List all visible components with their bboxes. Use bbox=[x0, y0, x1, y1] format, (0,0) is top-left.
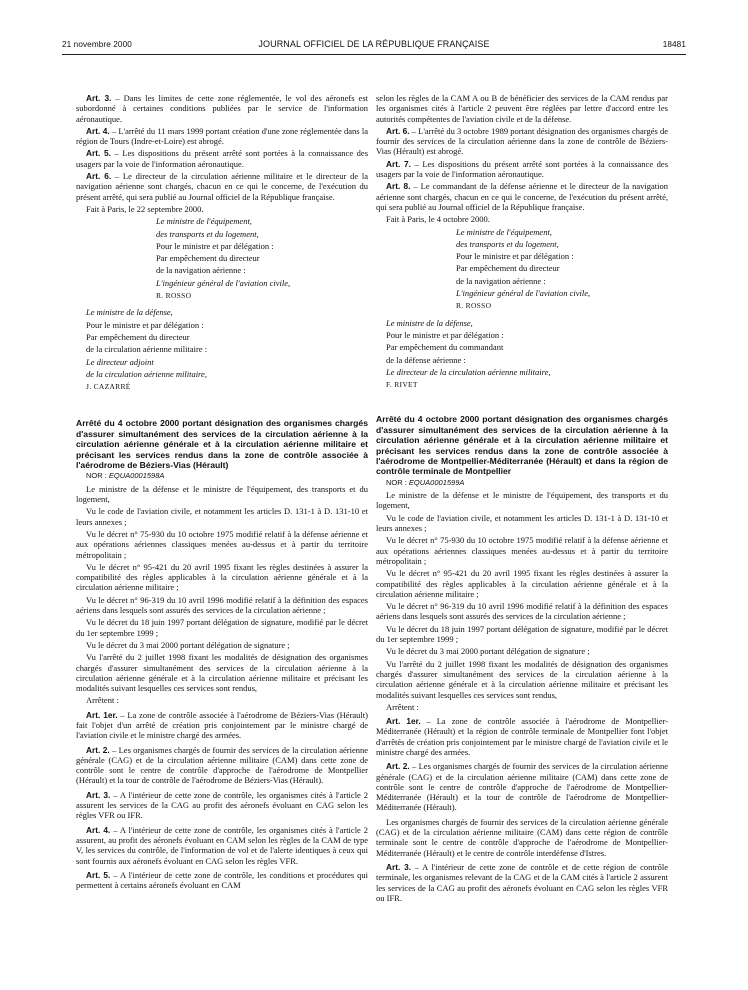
article-paragraph bbox=[376, 126, 668, 157]
signature-text: Par empêchement du directeur bbox=[156, 253, 260, 264]
signature-text: de la circulation aérienne militaire : bbox=[86, 344, 208, 355]
signature-line bbox=[76, 320, 328, 330]
article-label: Art. 5. bbox=[86, 148, 111, 159]
header-journal-title: JOURNAL OFFICIEL DE LA RÉPUBLIQUE FRANÇAISE bbox=[258, 39, 490, 49]
signature-text: Le ministre de l'équipement, bbox=[456, 226, 552, 237]
signature-line bbox=[376, 367, 628, 377]
article-paragraph bbox=[376, 862, 668, 903]
signature-text: F. RIVET bbox=[386, 380, 418, 390]
article-text: – L'arrêté du 3 octobre 1989 portant désignation des organismes chargés de fournir des services de la circulation aérienne dans la zone de contrôle de Béziers-Vias (Hérault) est abrogé. bbox=[376, 125, 669, 157]
article-paragraph bbox=[76, 93, 368, 124]
signature-block bbox=[376, 318, 628, 391]
signature-text: Le directeur adjoint bbox=[86, 356, 154, 367]
article-text: – Les dispositions du présent arrêté sont portées à la connaissance des usagers par la voie de l'information aéronautique. bbox=[76, 148, 368, 169]
visa-paragraph: Vu le décret n° 96-319 du 10 avril 1996 modifié relatif à la définition des espaces aériens dans lesquels sont assurés des services de la circulation aérienne ; bbox=[76, 594, 368, 616]
article-label: Art. 6. bbox=[386, 125, 410, 136]
nor-reference bbox=[376, 478, 668, 488]
visa-paragraph: Vu le décret n° 95-421 du 20 avril 1995 fixant les règles destinées à assurer la compatibilité des règles applicables à la circulation aérienne générale et à la circulation aérienne militaire ; bbox=[76, 561, 368, 593]
visa-paragraph: Vu le décret n° 75-930 du 10 octobre 1975 modifié relatif à la défense aérienne et aux opérations aériennes classiques menées au-dessus et à partir du territoire métropolitain ; bbox=[376, 535, 668, 566]
visa-paragraph: Vu le décret n° 75-930 du 10 octobre 1975 modifié relatif à la défense aérienne et aux opérations aériennes classiques menées au-dessus et à partir du territoire métropolitain ; bbox=[76, 528, 368, 560]
right-column bbox=[376, 93, 668, 905]
article-text: – La zone de contrôle associée à l'aérodrome de Béziers-Vias (Hérault) fait l'objet d'un arrêté de création pris conjointement par le ministre chargé de l'aviation civile et le ministre chargé des armées. bbox=[76, 709, 368, 741]
article-paragraph bbox=[376, 159, 668, 180]
article-paragraph bbox=[76, 870, 368, 891]
signature-line bbox=[446, 288, 668, 298]
article-paragraph bbox=[376, 181, 668, 212]
signature-line bbox=[146, 253, 368, 263]
signature-line bbox=[146, 241, 368, 251]
signature-line bbox=[446, 276, 668, 286]
signature-block bbox=[446, 227, 668, 312]
article-paragraph bbox=[76, 710, 368, 741]
decree-title: Arrêté du 4 octobre 2000 portant désignation des organismes chargés d'assurer simultanément des services de la circulation aérienne à la circulation aérienne générale et à la circulation aérienne militaire et précisant les services rendus dans la zone de contrôle associée à l'aérodrome de Béziers-Vias (Hérault) bbox=[76, 418, 368, 471]
signature-line bbox=[76, 307, 328, 317]
article-text: – L'arrêté du 11 mars 1999 portant création d'une zone réglementée dans la région de Tours (Indre-et-Loire) est abrogé. bbox=[76, 125, 368, 147]
article-text: – La zone de contrôle associée à l'aérodrome de Montpellier-Méditerranée (Hérault) et la région de contrôle terminale de Montpellier font l'objet d'arrêtés de création pris conjointement par le ministre chargé de l'aviation civile et le ministre chargé des armées. bbox=[376, 716, 668, 757]
signature-line bbox=[146, 290, 368, 301]
visa-paragraph: Vu le code de l'aviation civile, et notamment les articles D. 131-1 à D. 131-10 et leurs annexes ; bbox=[76, 506, 368, 527]
signature-text: Pour le ministre et par délégation : bbox=[386, 329, 504, 340]
signature-text: Pour le ministre et par délégation : bbox=[456, 251, 574, 262]
article-text: – A l'intérieur de cette zone de contrôle, les organismes cités à l'article 2 assurent les services de la CAG au profit des aéronefs évoluant en CAG selon les règles VFR ou IFR. bbox=[76, 789, 368, 821]
visa-paragraph: Le ministre de la défense et le ministre de l'équipement, des transports et du logement, bbox=[376, 490, 668, 511]
visa-paragraph: Vu le décret n° 95-421 du 20 avril 1995 fixant les règles destinées à assurer la compatibilité des règles applicables à la circulation aérienne générale et à la circulation aérienne militaire ; bbox=[376, 568, 668, 599]
signature-line bbox=[376, 379, 628, 390]
arretent-heading: Arrêtent : bbox=[86, 695, 119, 706]
article-text: – Les organismes chargés de fournir des services de la circulation aérienne générale (CAG) et de la circulation aérienne militaire (CAM) dans cette zone de contrôle sont le centre de contrôle d'approche de l'aérodrome de Montpellier (Hérault) et la tour de contrôle de l'aérodrome de Béziers-Vias (Hérault). bbox=[76, 744, 369, 786]
signature-text: de la défense aérienne : bbox=[386, 354, 466, 365]
signature-text: Par empêchement du directeur bbox=[86, 331, 190, 342]
article-label: Art. 1er. bbox=[86, 709, 118, 720]
article-text: – Le commandant de la défense aérienne et le directeur de la navigation aérienne sont chargés, chacun en ce qui le concerne, de l'exécution du présent arrêté, qui sera publié au Journal officiel de la République française. bbox=[376, 181, 669, 212]
article-paragraph bbox=[76, 126, 368, 147]
signature-text: Le ministre de la défense, bbox=[386, 317, 473, 328]
signature-line bbox=[76, 344, 328, 354]
article-paragraph bbox=[376, 761, 668, 812]
article-paragraph bbox=[376, 93, 668, 124]
visa-paragraph: Vu le décret du 18 juin 1997 portant délégation de signature, modifié par le décret du 1er septembre 1999 ; bbox=[376, 623, 668, 645]
article-label: Art. 4. bbox=[86, 824, 111, 835]
article-label: Art. 5. bbox=[86, 869, 111, 880]
visa-paragraph: Vu l'arrêté du 2 juillet 1998 fixant les modalités de désignation des organismes chargés d'assurer simultanément des services de la circulation aérienne à la circulation aérienne générale et à la circulation aérienne militaire et précisant les modalités suivant lesquelles ces services sont rendus, bbox=[76, 652, 368, 694]
signature-text: de la navigation aérienne : bbox=[456, 275, 546, 286]
article-paragraph bbox=[76, 825, 368, 866]
signature-text: L'ingénieur général de l'aviation civile, bbox=[456, 288, 591, 299]
signature-line bbox=[446, 300, 668, 311]
signature-text: Le ministre de l'équipement, bbox=[156, 216, 252, 227]
article-label: Art. 7. bbox=[386, 158, 411, 169]
signature-text: des transports et du logement, bbox=[156, 228, 259, 239]
signature-line bbox=[376, 318, 628, 328]
article-text: – Dans les limites de cette zone réglementée, le vol des aéronefs est subordonné à certaines conditions publiées par le service de l'information aéronautique. bbox=[76, 93, 368, 124]
visa-paragraph: Vu le code de l'aviation civile, et notamment les articles D. 131-1 à D. 131-10 et leurs annexes ; bbox=[376, 512, 668, 534]
signature-line bbox=[76, 369, 328, 379]
signature-line bbox=[446, 227, 668, 237]
article-text: – Les organismes chargés de fournir des services de la circulation aérienne générale (CAG) et de la circulation aérienne militaire (CAM) dans cette zone de contrôle sont le centre de contrôle d'approche de l'aérodrome de Montpellier-Méditerranée (Hérault) et la tour de contrôle de l'aérodrome de Montpellier-Méditerranée (Hérault). bbox=[376, 761, 669, 813]
signature-text: R. ROSSO bbox=[456, 301, 492, 311]
article-label: Art. 6. bbox=[86, 171, 112, 182]
article-label: Art. 4. bbox=[86, 125, 110, 136]
article-text: – A l'intérieur de cette zone de contrôle et de cette région de contrôle terminale, les organismes relevant de la CAG et de la CAM cités à l'article 2 assurent les services de la CAG au profit des aéronefs évoluant en CAG selon les règles VFR ou IFR. bbox=[376, 861, 669, 903]
signature-line bbox=[76, 357, 328, 367]
signature-text: J. CAZARRÉ bbox=[86, 382, 131, 392]
signature-line bbox=[446, 239, 668, 249]
article-text: Les organismes chargés de fournir des services de la circulation aérienne générale (CAG) et de la circulation aérienne militaire (CAM) dans cette région de contrôle terminale sont le centre de contrôle d'approche de l'aérodrome de Montpellier-Méditerranée (Hérault) et le centre de contrôle interdéfense d'Istres. bbox=[376, 816, 668, 858]
article-label: Art. 3. bbox=[86, 789, 111, 800]
signature-text: Le directeur de la circulation aérienne militaire, bbox=[386, 366, 551, 377]
signature-text: Par empêchement du commandant bbox=[386, 342, 504, 353]
nor-label: NOR : bbox=[386, 477, 409, 487]
signature-block bbox=[76, 307, 328, 392]
signature-text: Pour le ministre et par délégation : bbox=[86, 319, 204, 330]
article-paragraph bbox=[376, 716, 668, 757]
article-text: – Le directeur de la circulation aérienne militaire et le directeur de la navigation aérienne sont chargés, chacun en ce qui le concerne, de l'exécution du présent arrêté, qui sera publié au Journal officiel de la République française. bbox=[76, 171, 368, 202]
header-rule bbox=[62, 54, 686, 55]
signature-line bbox=[146, 229, 368, 239]
signature-text: L'ingénieur général de l'aviation civile, bbox=[156, 277, 291, 288]
visa-paragraph: Vu le décret n° 96-319 du 10 avril 1996 modifié relatif à la définition des espaces aériens dans lesquels sont assurés des services de la circulation aérienne ; bbox=[376, 601, 668, 622]
signature-text: de la circulation aérienne militaire, bbox=[86, 368, 207, 379]
nor-label: NOR : bbox=[86, 471, 109, 481]
article-label: Art. 2. bbox=[386, 761, 410, 772]
signature-line bbox=[76, 381, 328, 392]
header-page-number: 18481 bbox=[662, 40, 686, 49]
article-paragraph bbox=[76, 790, 368, 821]
signature-line bbox=[446, 251, 668, 261]
header-date: 21 novembre 2000 bbox=[62, 40, 132, 49]
signature-line bbox=[146, 278, 368, 288]
signature-line bbox=[446, 263, 668, 273]
signature-line bbox=[376, 342, 628, 352]
article-label: Art. 3. bbox=[386, 861, 412, 872]
article-text: – Les dispositions du présent arrêté sont portées à la connaissance des usagers par la voie de l'information aéronautique. bbox=[376, 158, 668, 180]
signature-line bbox=[376, 330, 628, 340]
visa-paragraph: Vu le décret du 3 mai 2000 portant délégation de signature ; bbox=[86, 639, 290, 650]
visa-paragraph: Vu le décret du 3 mai 2000 portant délégation de signature ; bbox=[386, 646, 590, 657]
page-header bbox=[62, 34, 686, 50]
article-paragraph bbox=[76, 745, 368, 786]
signature-line bbox=[76, 332, 328, 342]
done-at-line: Fait à Paris, le 4 octobre 2000. bbox=[386, 214, 490, 225]
article-text: – A l'intérieur de cette zone de contrôle, les organismes cités à l'article 2 assurent, au profit des aéronefs évoluant en CAM selon les règles de la CAM de type V, les services du contrôle, de l'information de vol et de l'alerte identiques à ceux qui sont fournis aux aéronefs évoluant en CAG selon les règles VFR. bbox=[76, 824, 368, 866]
signature-text: des transports et du logement, bbox=[456, 238, 559, 249]
done-at-line: Fait à Paris, le 22 septembre 2000. bbox=[86, 203, 204, 214]
signature-line bbox=[146, 265, 368, 275]
article-text: selon les règles de la CAM A ou B de bénéficier des services de la CAM rendus par les organismes cités à l'article 2 peuvent être réglées par lettre d'accord entre les autorités compétentes de l'aviation civile et de la défense. bbox=[376, 93, 668, 124]
signature-text: R. ROSSO bbox=[156, 291, 192, 301]
signature-text: Le ministre de la défense, bbox=[86, 307, 173, 318]
article-label: Art. 8. bbox=[386, 181, 411, 192]
decree-title: Arrêté du 4 octobre 2000 portant désignation des organismes chargés d'assurer simultanément des services de la circulation aérienne à la circulation aérienne générale et à la circulation aérienne militaire et précisant les services rendus dans la zone de contrôle associée à l'aérodrome de Montpellier-Méditerranée (Hérault) et dans la région de contrôle terminale de Montpellier bbox=[376, 414, 668, 477]
signature-line bbox=[376, 355, 628, 365]
visa-paragraph: Vu l'arrêté du 2 juillet 1998 fixant les modalités de désignation des organismes chargés d'assurer simultanément des services de la circulation aérienne à la circulation aérienne générale et à la circulation aérienne militaire et précisant les modalités suivant lesquelles ces services sont rendus, bbox=[376, 658, 668, 700]
nor-reference bbox=[76, 471, 368, 481]
signature-text: de la navigation aérienne : bbox=[156, 265, 246, 276]
article-paragraph bbox=[76, 171, 368, 202]
signature-text: Par empêchement du directeur bbox=[456, 263, 560, 274]
article-label: Art. 2. bbox=[86, 744, 110, 755]
article-text: – A l'intérieur de cette zone de contrôle, les conditions et procédures qui permettent à certains aéronefs évoluant en CAM bbox=[76, 869, 368, 891]
signature-block bbox=[146, 216, 368, 301]
article-label: Art. 1er. bbox=[386, 716, 421, 727]
article-paragraph bbox=[376, 817, 668, 858]
signature-text: Pour le ministre et par délégation : bbox=[156, 240, 274, 251]
nor-code: EQUA0001598A bbox=[108, 471, 165, 481]
signature-line bbox=[146, 216, 368, 226]
nor-code: EQUA0001599A bbox=[408, 477, 465, 487]
arretent-heading: Arrêtent : bbox=[386, 701, 419, 712]
article-label: Art. 3. bbox=[86, 93, 112, 103]
article-paragraph bbox=[76, 148, 368, 169]
visa-paragraph: Le ministre de la défense et le ministre de l'équipement, des transports et du logement, bbox=[76, 483, 368, 505]
visa-paragraph: Vu le décret du 18 juin 1997 portant délégation de signature, modifié par le décret du 1er septembre 1999 ; bbox=[76, 617, 368, 638]
left-column bbox=[76, 93, 368, 892]
